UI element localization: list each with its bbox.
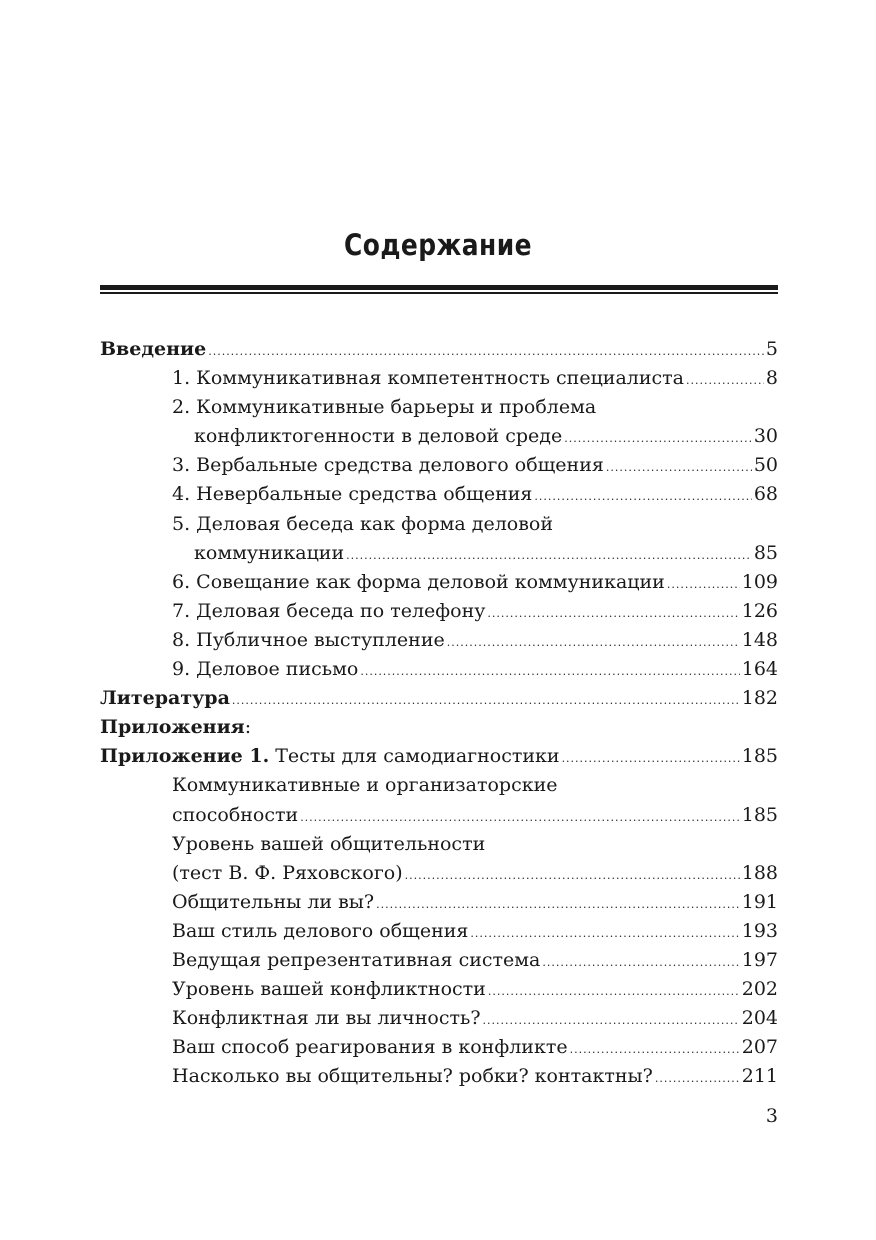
toc-leader-dots	[405, 861, 740, 890]
toc-leader-dots	[360, 657, 739, 686]
toc-entry-page: 185	[741, 745, 778, 768]
toc-entry-title: Общительны ли вы?	[172, 890, 375, 913]
toc-entry-title: 3. Вербальные средства делового общения	[172, 454, 604, 477]
toc-entry-title: 9. Деловое письмо	[172, 658, 359, 681]
toc-entry-chapter-2-cont[interactable]	[100, 422, 778, 451]
toc-entry-chapter-8[interactable]	[100, 626, 778, 655]
toc-leader-dots	[542, 948, 739, 977]
toc-entry-page: 188	[741, 861, 778, 884]
toc-entry-page: 148	[741, 628, 778, 651]
toc-entry-appendices[interactable]	[100, 713, 778, 742]
toc-leader-dots	[564, 424, 752, 453]
toc-entry-title: Уровень вашей конфликтности	[172, 978, 486, 1001]
toc-entry-page: 191	[741, 890, 778, 913]
toc-entry-title: Ваш стиль делового общения	[172, 919, 469, 942]
toc-entry-page: 50	[753, 454, 778, 477]
toc-entry-chapter-7[interactable]	[100, 597, 778, 626]
toc-entry-test-4[interactable]	[100, 917, 778, 946]
toc-entry-page: 109	[741, 570, 778, 593]
toc-entry-title: 5. Деловая беседа как форма деловой	[172, 512, 554, 535]
table-of-contents	[100, 335, 778, 1091]
toc-entry-introduction[interactable]	[100, 335, 778, 364]
toc-entry-title: 6. Совещание как форма деловой коммуникации	[172, 570, 665, 593]
toc-entry-page: 126	[741, 599, 778, 622]
title-rule-thin	[100, 292, 778, 294]
toc-entry-title: (тест В. Ф. Ряховского)	[172, 861, 403, 884]
toc-entry-test-2[interactable]	[100, 830, 778, 859]
toc-leader-dots	[376, 890, 740, 919]
toc-entry-page: 164	[741, 658, 778, 681]
toc-leader-dots	[346, 541, 752, 570]
toc-entry-page: 85	[753, 541, 778, 564]
toc-leader-dots	[470, 919, 739, 948]
toc-entry-title: Тесты для самодиагностики	[269, 745, 560, 768]
toc-entry-page: 197	[741, 948, 778, 971]
toc-entry-test-5[interactable]	[100, 946, 778, 975]
toc-entry-chapter-4[interactable]	[100, 480, 778, 509]
toc-entry-title: Литература	[100, 687, 230, 710]
page-title: Содержание	[344, 228, 532, 262]
toc-entry-page: 185	[741, 803, 778, 826]
toc-entry-test-7[interactable]	[100, 1004, 778, 1033]
toc-entry-literature[interactable]	[100, 684, 778, 713]
toc-leader-dots	[488, 977, 740, 1006]
toc-entry-test-2-cont[interactable]	[100, 859, 778, 888]
toc-entry-page: 202	[741, 978, 778, 1001]
toc-entry-title: Коммуникативные и организаторские	[172, 774, 558, 797]
toc-entry-page: 30	[753, 425, 778, 448]
toc-entry-test-1[interactable]	[100, 771, 778, 800]
toc-entry-title: 7. Деловая беседа по телефону	[172, 599, 486, 622]
toc-entry-label: Приложение 1.	[100, 745, 270, 768]
page-number: 3	[765, 1105, 778, 1127]
toc-leader-dots	[300, 803, 740, 832]
toc-entry-title: Введение	[100, 338, 207, 360]
toc-leader-dots	[606, 453, 752, 482]
toc-entry-appendix-1[interactable]	[100, 742, 778, 771]
toc-entry-page: 5	[765, 338, 778, 360]
toc-entry-title: способности	[172, 803, 299, 826]
toc-entry-test-8[interactable]	[100, 1033, 778, 1062]
toc-entry-title: 2. Коммуникативные барьеры и проблема	[172, 396, 597, 419]
toc-entry-suffix: :	[244, 716, 252, 739]
title-rule-thick	[100, 285, 778, 290]
toc-entry-test-1-cont[interactable]	[100, 801, 778, 830]
toc-entry-chapter-1[interactable]	[100, 364, 778, 393]
toc-leader-dots	[570, 1035, 740, 1064]
toc-leader-dots	[483, 1006, 740, 1035]
toc-entry-title: 8. Публичное выступление	[172, 628, 445, 651]
toc-entry-page: 68	[753, 483, 778, 506]
toc-entry-title: Уровень вашей общительности	[172, 832, 486, 855]
toc-entry-page: 182	[741, 687, 778, 710]
toc-entry-chapter-2[interactable]	[100, 393, 778, 422]
toc-entry-title: Конфликтная ли вы личность?	[172, 1007, 481, 1030]
toc-entry-page: 193	[741, 919, 778, 942]
toc-leader-dots	[655, 1064, 740, 1093]
toc-entry-title: 1. Коммуникативная компетентность специалиста	[172, 367, 685, 390]
toc-leader-dots	[667, 570, 740, 599]
toc-entry-test-3[interactable]	[100, 888, 778, 917]
toc-leader-dots	[562, 744, 740, 773]
toc-entry-chapter-5-cont[interactable]	[100, 539, 778, 568]
toc-entry-chapter-3[interactable]	[100, 451, 778, 480]
toc-leader-dots	[208, 337, 764, 366]
toc-leader-dots	[686, 366, 764, 395]
toc-entry-chapter-9[interactable]	[100, 655, 778, 684]
toc-entry-chapter-5[interactable]	[100, 510, 778, 539]
toc-entry-title: Насколько вы общительны? робки? контактны?	[172, 1065, 653, 1088]
toc-entry-title: 4. Невербальные средства общения	[172, 483, 533, 506]
toc-entry-page: 207	[741, 1036, 778, 1059]
toc-entry-page: 204	[741, 1007, 778, 1030]
toc-entry-title: коммуникации	[194, 541, 345, 564]
toc-entry-test-6[interactable]	[100, 975, 778, 1004]
toc-entry-page: 8	[765, 367, 778, 390]
toc-leader-dots	[232, 686, 740, 715]
toc-leader-dots	[487, 599, 739, 628]
toc-entry-title: Ваш способ реагирования в конфликте	[172, 1036, 568, 1059]
toc-leader-dots	[447, 628, 740, 657]
toc-entry-chapter-6[interactable]	[100, 568, 778, 597]
toc-entry-title: конфликтогенности в деловой среде	[194, 425, 563, 448]
toc-entry-title: Ведущая репрезентативная система	[172, 948, 541, 971]
toc-entry-page: 211	[741, 1065, 778, 1088]
toc-entry-title: Приложения	[100, 716, 245, 739]
toc-entry-test-9[interactable]	[100, 1062, 778, 1091]
toc-leader-dots	[534, 482, 751, 511]
